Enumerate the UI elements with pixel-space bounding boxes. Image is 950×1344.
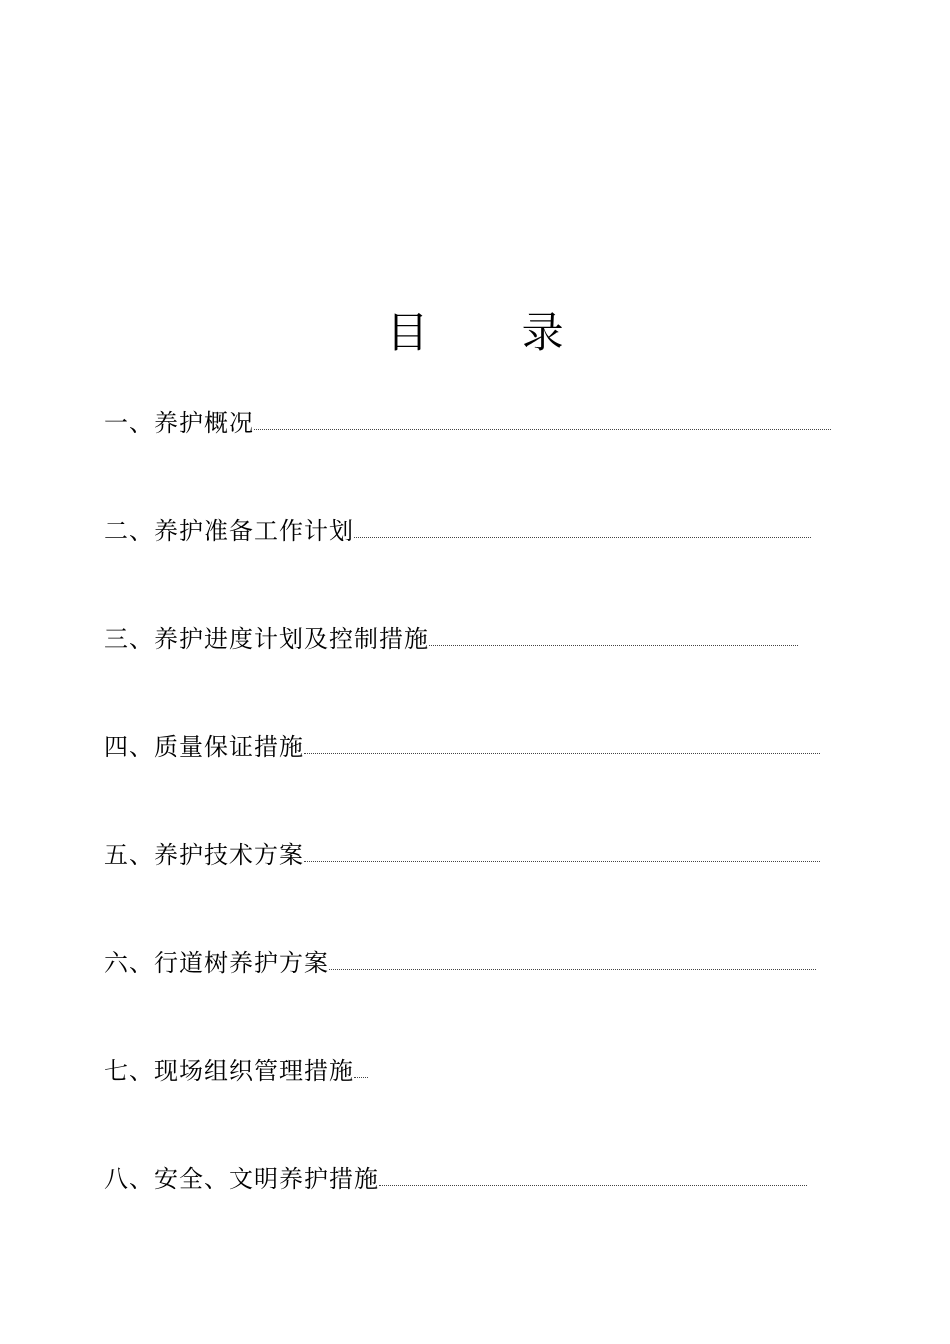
toc-leader-dots	[429, 645, 798, 646]
toc-entry-label: 六、行道树养护方案	[104, 949, 329, 977]
toc-leader-dots	[304, 861, 820, 862]
toc-entry-label: 五、养护技术方案	[104, 841, 304, 869]
toc-leader-dots	[379, 1185, 807, 1186]
toc-entry-label: 八、安全、文明养护措施	[104, 1165, 379, 1193]
toc-entry-label: 一、养护概况	[104, 409, 254, 437]
toc-entry	[104, 728, 820, 764]
toc-leader-dots	[254, 429, 831, 430]
toc-entry	[104, 944, 816, 980]
toc-entry	[104, 836, 820, 872]
toc-entry	[104, 1160, 807, 1196]
toc-entry	[104, 404, 831, 440]
toc-leader-dots	[304, 753, 820, 754]
toc-entry-label: 三、养护进度计划及控制措施	[104, 625, 429, 653]
toc-entry	[104, 1052, 368, 1088]
toc-entry	[104, 620, 798, 656]
toc-entry-label: 七、现场组织管理措施	[104, 1057, 354, 1085]
toc-title: 目 录	[386, 308, 604, 357]
toc-entry-label: 四、质量保证措施	[104, 733, 304, 761]
toc-leader-dots	[329, 969, 816, 970]
toc-leader-dots	[354, 537, 811, 538]
toc-entry	[104, 512, 811, 548]
toc-entry-label: 二、养护准备工作计划	[104, 517, 354, 545]
toc-leader-dots	[354, 1077, 368, 1078]
